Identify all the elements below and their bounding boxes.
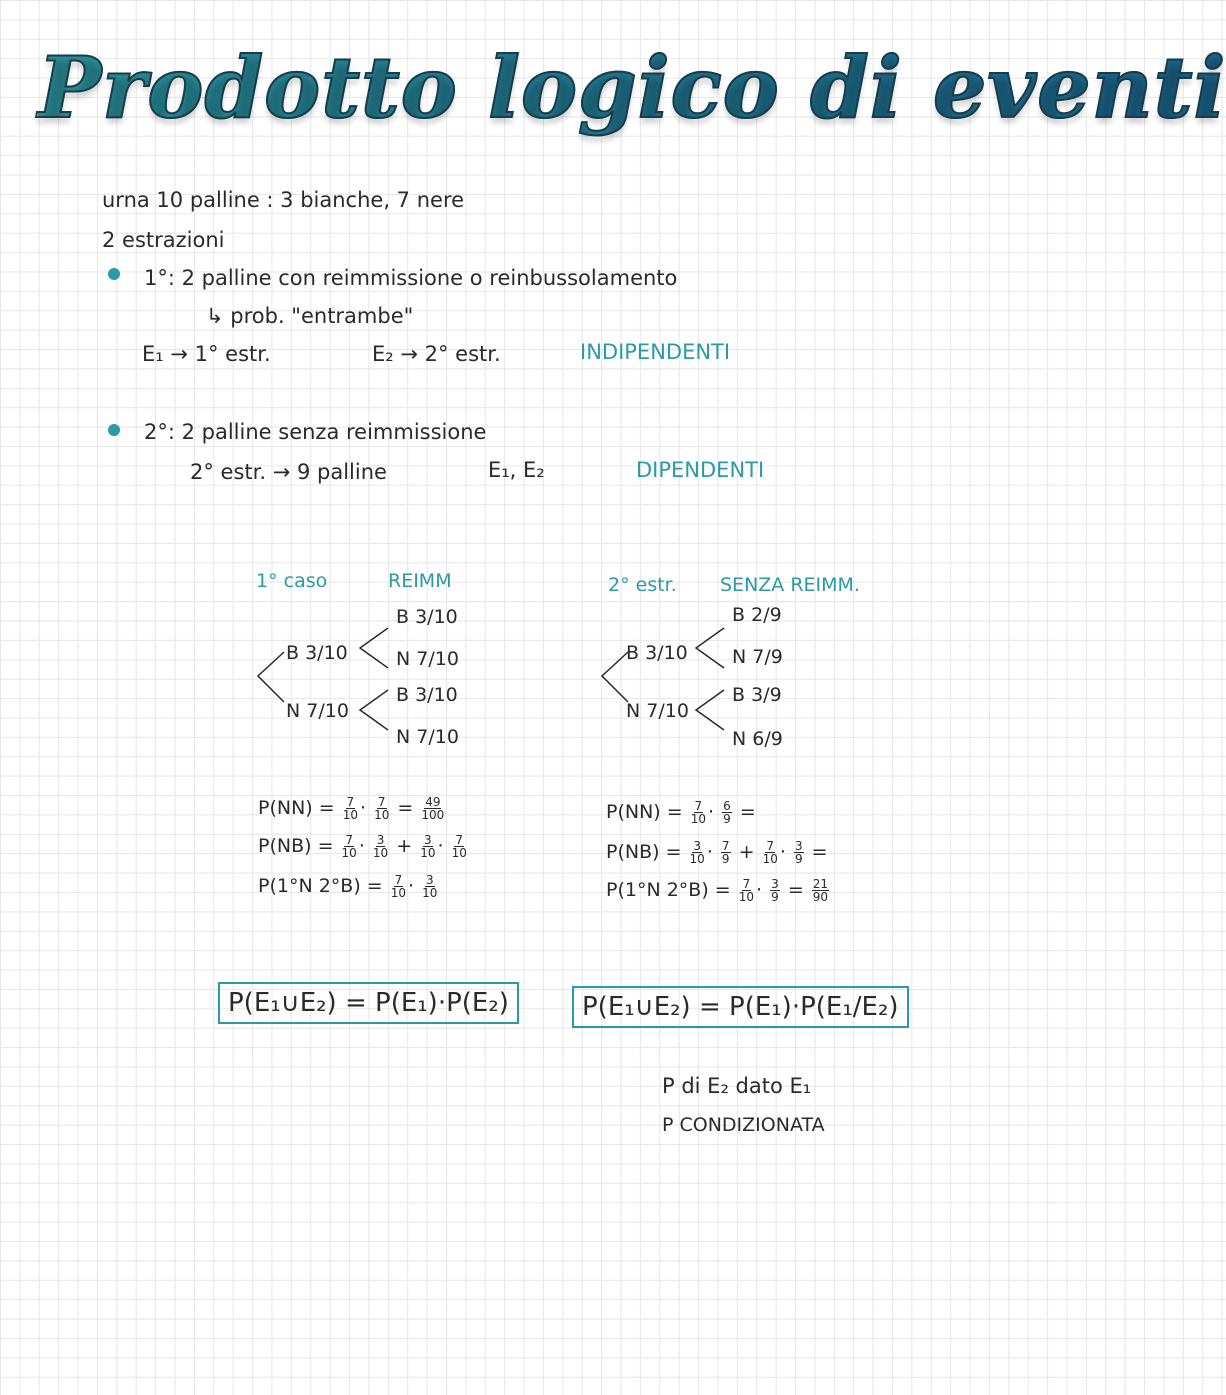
- tree1-bn: N 7/10: [396, 648, 459, 670]
- tree1-header: REIMM: [388, 570, 452, 592]
- case2-events: E₁, E₂: [488, 458, 545, 482]
- tree1-caption: 1° caso: [256, 570, 328, 592]
- dependent-rule-box: P(E₁∪E₂) = P(E₁)·P(E₁/E₂): [572, 986, 909, 1028]
- event1-def: E₁ → 1° estr.: [142, 342, 271, 366]
- independent-rule-box: P(E₁∪E₂) = P(E₁)·P(E₂): [218, 982, 519, 1024]
- f1-pnb: P(NB) = $\frac{7}{10}$ · $\frac{3}{10}$ + $\frac{3}{10}$ · $\frac{7}{10}$: [258, 833, 467, 860]
- event2-def: E₂ → 2° estr.: [372, 342, 501, 366]
- case2-label: 2°: 2 palline senza reimmissione: [144, 420, 487, 444]
- tree1-bb: B 3/10: [396, 606, 458, 628]
- conditional-label: P CONDIZIONATA: [662, 1114, 825, 1136]
- tree1-first-b: B 3/10: [286, 642, 348, 664]
- f2-pnb: P(NB) = $\frac{3}{10}$ · $\frac{7}{9}$ + $\frac{7}{10}$ · $\frac{3}{9}$ =: [606, 839, 828, 866]
- tree2-header: SENZA REIMM.: [720, 574, 860, 596]
- tree1-nb: B 3/10: [396, 684, 458, 706]
- tree2-first-n: N 7/10: [626, 700, 689, 722]
- case2-sub: 2° estr. → 9 palline: [190, 460, 387, 484]
- tree2-caption: 2° estr.: [608, 574, 677, 596]
- independent-tag: INDIPENDENTI: [580, 340, 731, 364]
- tree2-nb: B 3/9: [732, 684, 782, 706]
- tree2-first-b: B 3/10: [626, 642, 688, 664]
- page-title: Prodotto logico di eventi: [38, 38, 1226, 137]
- tree1-first-n: N 7/10: [286, 700, 349, 722]
- f2-p1n2b: P(1°N 2°B) = $\frac{7}{10}$ · $\frac{3}{9}$ = $\frac{21}{90}$: [606, 877, 829, 904]
- draws-count: 2 estrazioni: [102, 228, 225, 252]
- dependent-tag: DIPENDENTI: [636, 458, 765, 482]
- f1-p1n2b: P(1°N 2°B) = $\frac{7}{10}$ · $\frac{3}{10}$: [258, 873, 438, 900]
- case1-sub: ↳ prob. "entrambe": [206, 304, 414, 328]
- f1-pnn: P(NN) = $\frac{7}{10}$ · $\frac{7}{10}$ = $\frac{49}{100}$: [258, 795, 445, 822]
- case1-label: 1°: 2 palline con reimmissione o reinbussolamento: [144, 266, 678, 290]
- f2-pnn: P(NN) = $\frac{7}{10}$ · $\frac{6}{9}$ =: [606, 799, 756, 826]
- tree2-nn: N 6/9: [732, 728, 783, 750]
- conditional-note: P di E₂ dato E₁: [662, 1074, 812, 1098]
- tree2-bb: B 2/9: [732, 604, 782, 626]
- urn-description: urna 10 palline : 3 bianche, 7 nere: [102, 188, 465, 212]
- tree2-bn: N 7/9: [732, 646, 783, 668]
- tree1-nn: N 7/10: [396, 726, 459, 748]
